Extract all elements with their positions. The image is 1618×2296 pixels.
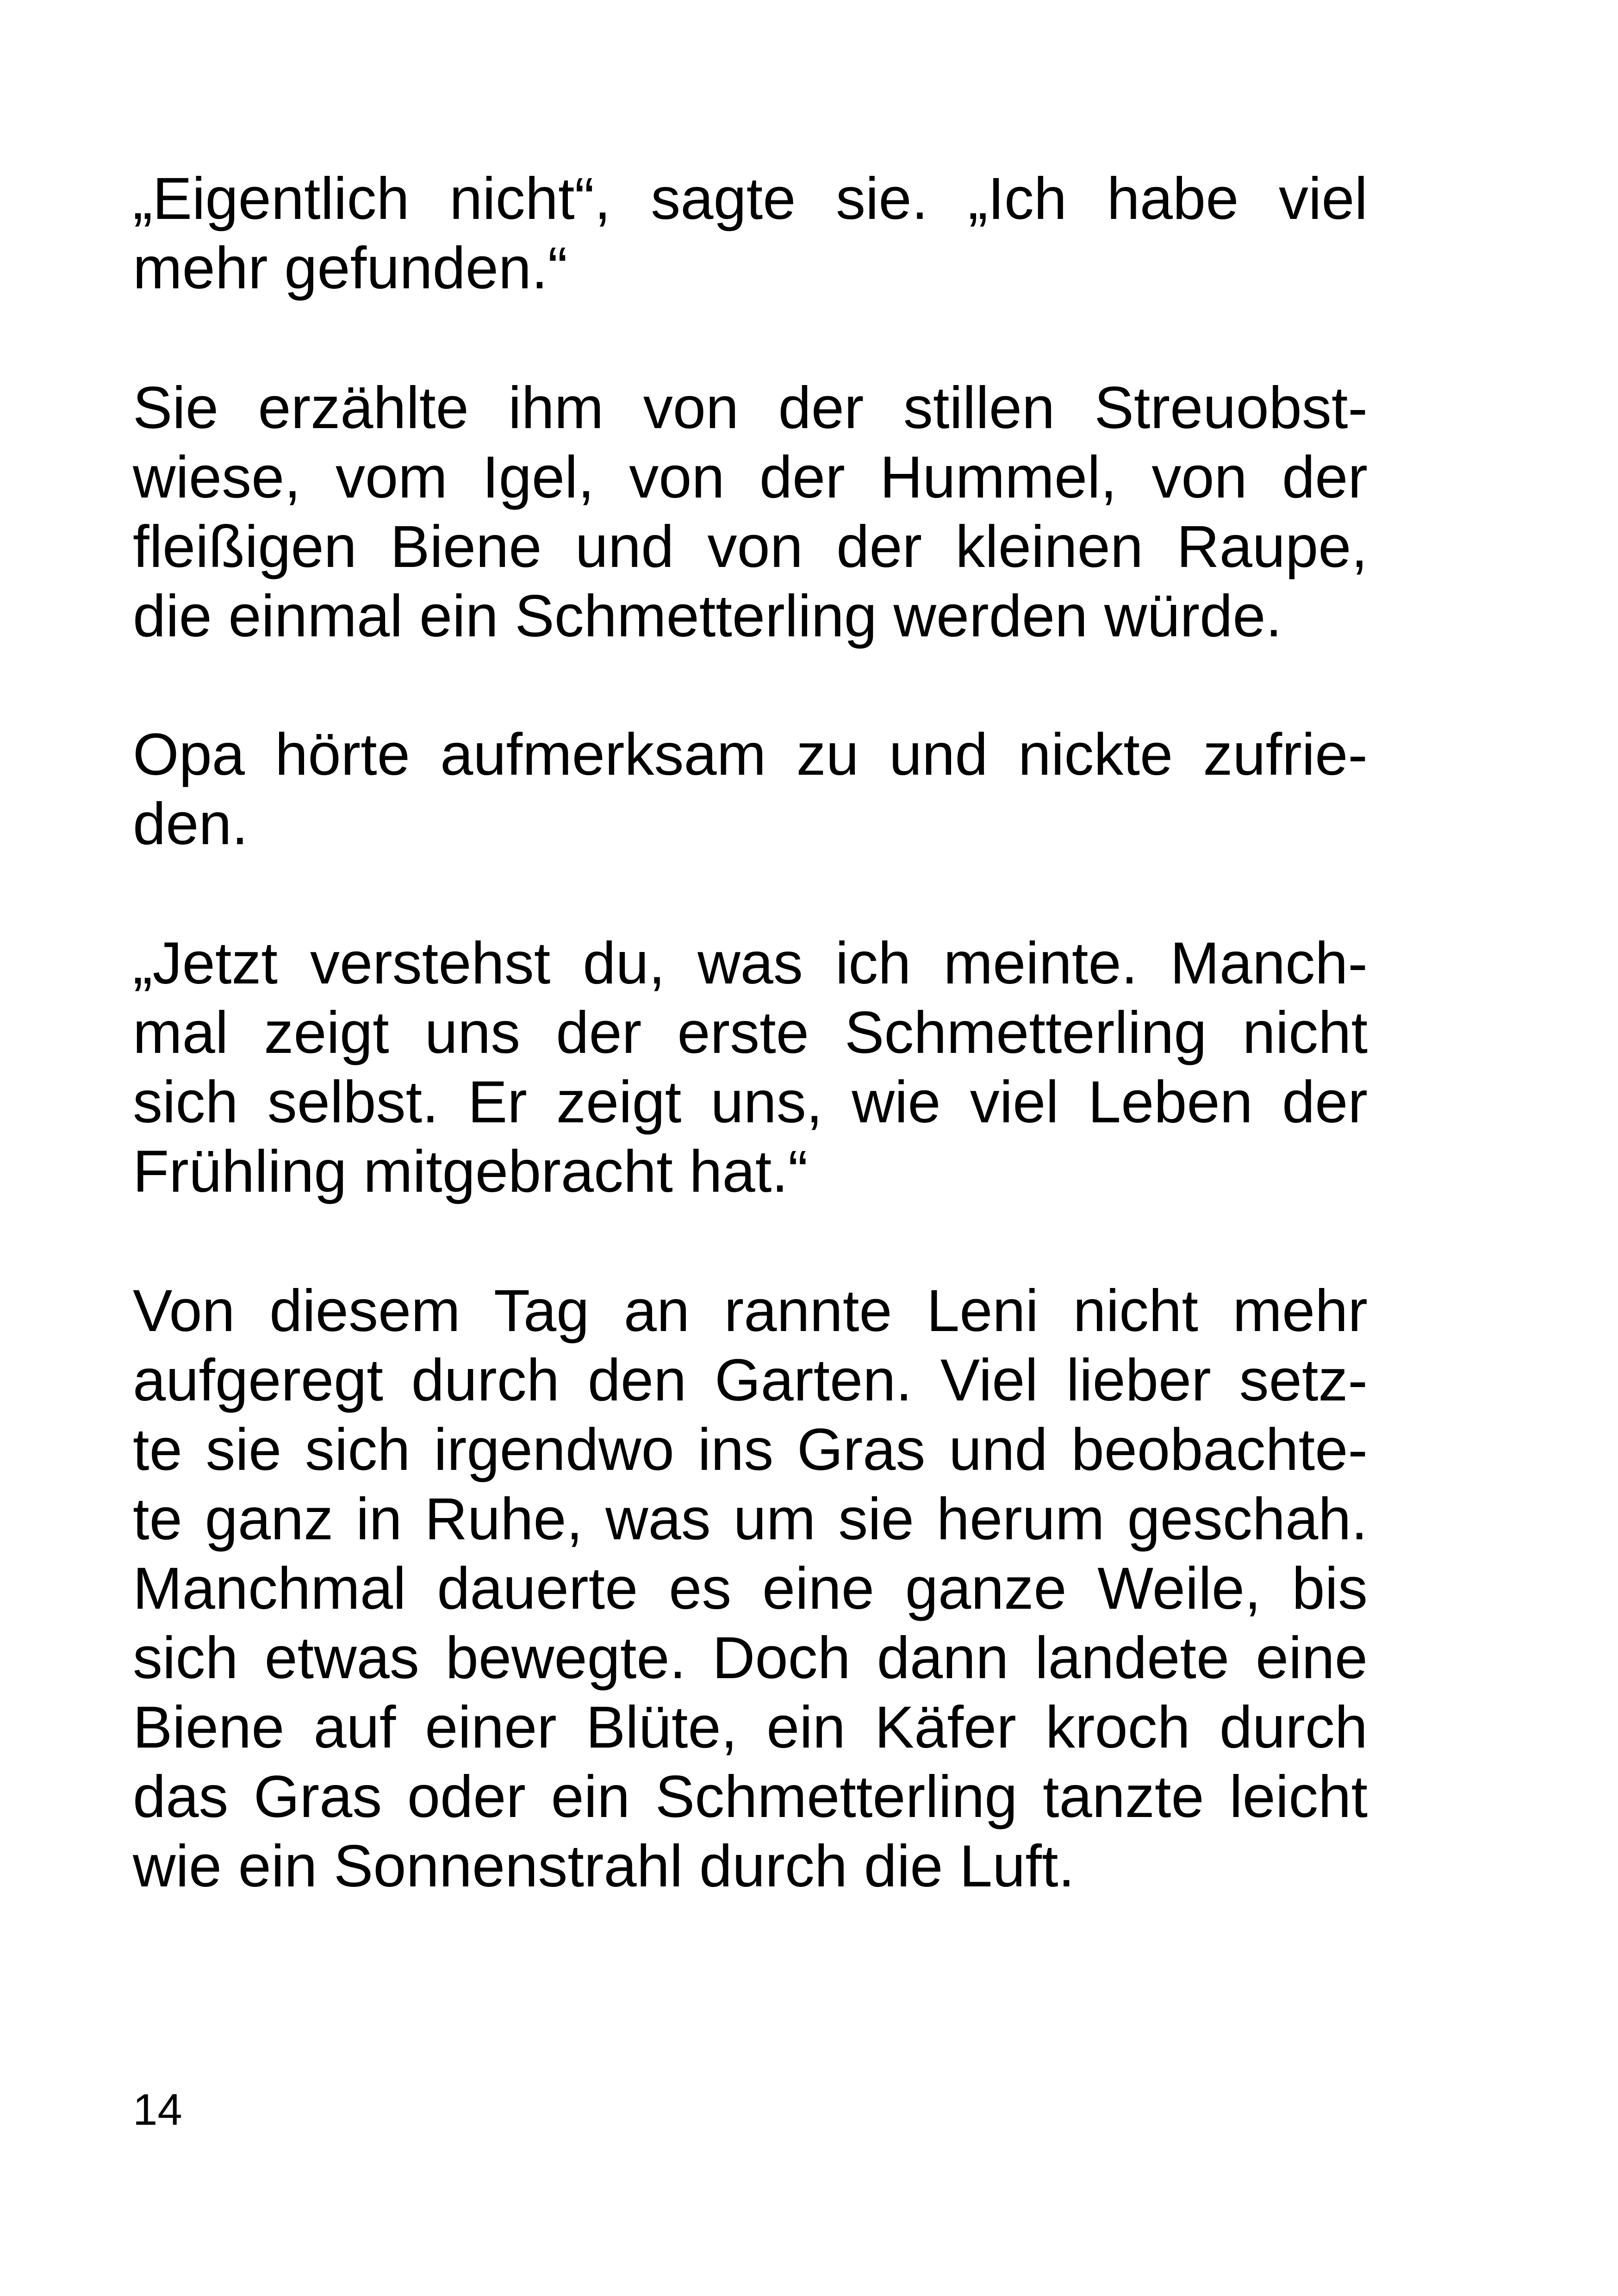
- text-line: mehr gefunden.“: [133, 235, 568, 301]
- text-line: Von diesem Tag an rannte Leni nicht mehr: [133, 1278, 1368, 1344]
- text-line: mal zeigt uns der erste Schmetterling nicht: [133, 1000, 1368, 1066]
- text-line: das Gras oder ein Schmetterling tanzte leicht: [133, 1764, 1368, 1830]
- text-line: den.: [133, 791, 249, 857]
- page-number: 14: [133, 2085, 182, 2134]
- text-line: fleißigen Biene und von der kleinen Raupe,: [133, 514, 1368, 580]
- text-line: te sie sich irgendwo ins Gras und beobachte-: [133, 1417, 1368, 1483]
- text-line: wiese, vom Igel, von der Hummel, von der: [133, 444, 1368, 510]
- text-line: Manchmal dauerte es eine ganze Weile, bis: [133, 1556, 1368, 1622]
- text-line: sich selbst. Er zeigt uns, wie viel Leben der: [133, 1069, 1368, 1135]
- paragraph-3: [133, 720, 1368, 859]
- paragraph-4: [133, 929, 1368, 1207]
- text-line: „Jetzt verstehst du, was ich meinte. Manch-: [133, 930, 1368, 996]
- text-line: te ganz in Ruhe, was um sie herum geschah.: [133, 1486, 1368, 1552]
- text-line: die einmal ein Schmetterling werden würde.: [133, 583, 1282, 649]
- text-line: Frühling mitgebracht hat.“: [133, 1139, 808, 1205]
- text-line: Opa hörte aufmerksam zu und nickte zufrie-: [133, 722, 1368, 788]
- paragraph-5: [133, 1276, 1368, 1901]
- text-line: sich etwas bewegte. Doch dann landete eine: [133, 1625, 1368, 1691]
- paragraph-2: [133, 373, 1368, 651]
- text-line: wie ein Sonnenstrahl durch die Luft.: [133, 1833, 1075, 1899]
- text-line: „Eigentlich nicht“, sagte sie. „Ich habe viel: [133, 166, 1368, 232]
- text-line: Sie erzählte ihm von der stillen Streuobst-: [133, 375, 1368, 441]
- paragraph-1: [133, 164, 1368, 303]
- text-line: aufgeregt durch den Garten. Viel lieber setz-: [133, 1347, 1368, 1413]
- text-line: Biene auf einer Blüte, ein Käfer kroch durch: [133, 1694, 1368, 1761]
